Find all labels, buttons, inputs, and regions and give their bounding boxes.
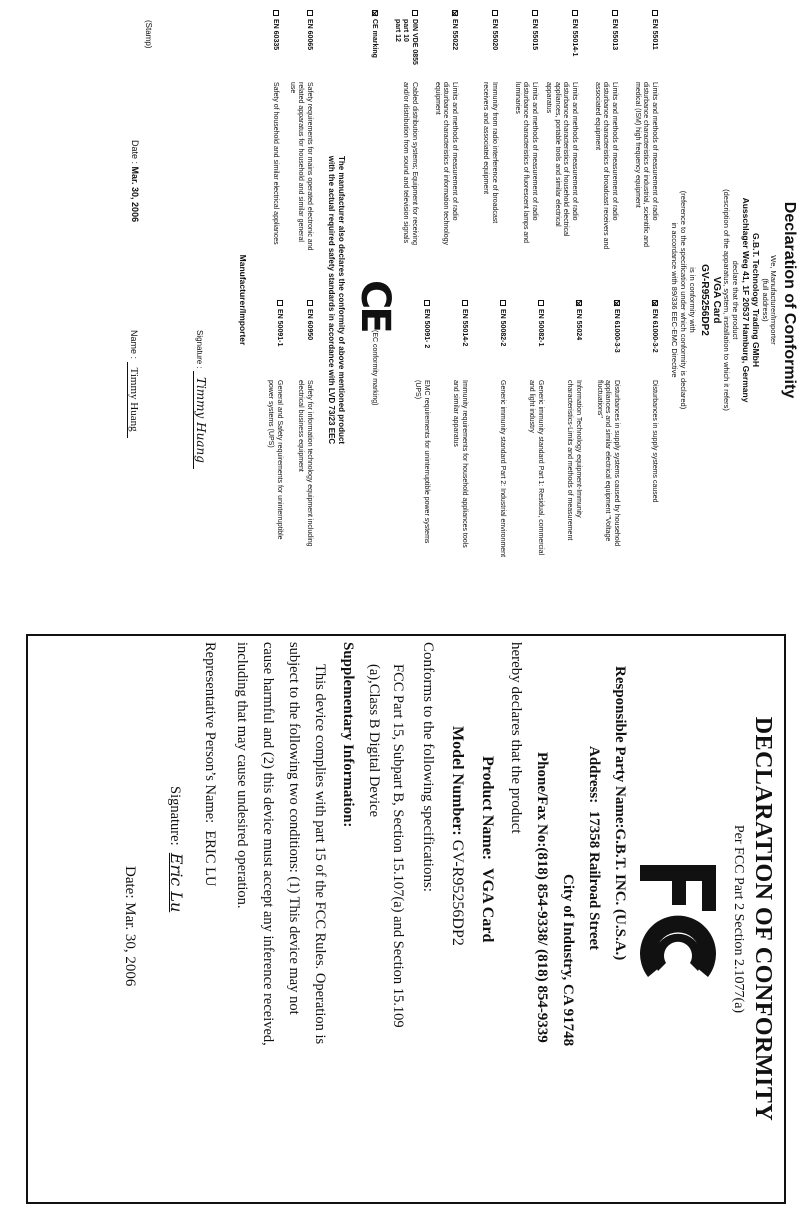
standard-row	[618, 10, 658, 290]
standard-description: Generic immunity standard Part 2: Industrial environment	[499, 380, 506, 558]
standard-row	[279, 10, 313, 290]
standard-description: Safety of household and similar electrical appliances	[272, 82, 279, 245]
standard-row	[458, 10, 498, 290]
checked-box-icon	[576, 300, 582, 306]
checkbox-icon	[307, 10, 313, 16]
checkbox-icon	[424, 300, 430, 306]
eu-name-value: Timmy Huang	[127, 362, 140, 438]
standard-code: EN 61000-3-2	[650, 300, 659, 353]
fcc-rep-line	[201, 642, 218, 886]
checkbox-icon	[492, 10, 498, 16]
eu-date-block	[130, 140, 140, 222]
eu-name-block	[127, 330, 140, 438]
standard-row	[418, 10, 458, 290]
fcc-info-line4: including that may cause undesired operation.	[234, 642, 250, 909]
standard-row	[245, 10, 279, 290]
standard-description: Disturbances in supply systems caused	[651, 380, 658, 503]
eu-model: GV-R95256DP2	[699, 264, 710, 336]
fcc-date-value: Mar. 30, 2006	[122, 902, 138, 987]
eu-declaration-canvas	[0, 0, 808, 600]
checkbox-icon	[307, 300, 313, 306]
ce-logo: CE	[352, 280, 398, 331]
eu-date-value: Mar. 30, 2006	[130, 166, 140, 223]
fcc-conforms: Conforms to the following specifications:	[420, 642, 436, 892]
standard-code: EN 55013	[610, 10, 619, 50]
checkbox-icon	[612, 10, 618, 16]
fcc-spec-line1: FCC Part 15, Subpart B, Section 15.107(a) and Section 15.109	[390, 664, 406, 1028]
fcc-supplementary: Supplementary Information:	[340, 642, 356, 828]
eu-address: Ausschlager Weg 41, 1F 20537 Hamburg, Germany	[741, 197, 751, 403]
fcc-model-label: Model Number:	[449, 726, 466, 836]
fcc-info-line1: This device complies with part 15 of the FCC Rules. Operation is	[312, 664, 328, 1045]
standard-description: Limits and methods of measurement of radio disturbance characteristics of fluorescent lamps and luminaries	[514, 82, 538, 244]
eu-stamp-label: (Stamp)	[144, 20, 153, 49]
fcc-product-label: Product Name:	[479, 756, 496, 861]
ce-marking-row	[366, 10, 378, 210]
fcc-signature-line	[166, 786, 186, 912]
eu-date-label: Date :	[130, 140, 140, 165]
standard-row	[620, 300, 658, 580]
fcc-model-line	[448, 726, 466, 946]
standard-row	[253, 300, 283, 580]
eu-declares-line2: with the actual required safety standards in accordance with LVD 73/23 EEC	[327, 155, 336, 445]
standard-description: EMC requirements for uninterruptible power systems (UPS)	[414, 380, 430, 544]
fcc-model-value: GV-R95256DP2	[449, 839, 466, 946]
standard-code: EN 60950	[305, 300, 314, 340]
eu-full-address-note: (full address)	[761, 278, 770, 322]
standard-code: EN 50082-1	[536, 300, 545, 346]
fcc-logo-icon	[634, 859, 722, 989]
eu-declares-line1: The manufacturer also declares the conformity of above mentioned product	[337, 155, 346, 445]
eu-product: VGA Card	[711, 276, 722, 324]
eu-reference-note: (reference to the specification under which conformity is declared)	[679, 190, 688, 410]
eu-signature-label: Signature :	[195, 330, 204, 369]
fcc-spec-line2: (a),Class B Digital Device	[366, 664, 382, 818]
standard-row	[578, 10, 618, 290]
fcc-declaration-section	[0, 612, 808, 1212]
checked-box-icon	[614, 300, 620, 306]
standard-description: Limits and methods of measurement of radio disturbance characteristics of broadcast receivers and associated equipment	[594, 82, 618, 250]
eu-signature-value: Timmy Huang	[193, 371, 208, 469]
fcc-rp-label: Responsible Party Name:	[612, 666, 628, 829]
eu-we: We, Manufacturer/Importer	[769, 255, 778, 345]
standard-row	[430, 300, 468, 580]
fcc-phone-label: Phone/Fax No:	[534, 752, 550, 848]
fcc-hereby: hereby declares that the product	[508, 642, 524, 834]
fcc-product-value: VGA Card	[479, 868, 496, 943]
checkbox-icon	[532, 10, 538, 16]
standard-description: Immunity requirements for household appliances tools and similar apparatus	[452, 380, 468, 548]
fcc-info-line2: subject to the following two conditions: (1) This device may not	[286, 642, 302, 1015]
checkbox-icon	[500, 300, 506, 306]
eu-directive: in accordance with 89/336 EEC-EMC Directive	[670, 222, 679, 378]
eu-conformity: is in conformity with	[688, 267, 697, 333]
checkbox-icon	[277, 300, 283, 306]
standard-row	[283, 300, 313, 580]
standard-row	[468, 300, 506, 580]
fcc-signature-label: Signature:	[167, 786, 183, 846]
standard-description: Limits and methods of measurement of radio disturbance characteristics of industrial, scientific and medical (ISM) high frequency equipment	[634, 82, 658, 247]
checkbox-icon	[652, 10, 658, 16]
standard-row	[582, 300, 620, 580]
fcc-rep-label: Representative Person’s Name:	[202, 642, 218, 824]
standard-row	[538, 10, 578, 290]
standard-description: Disturbances in supply systems caused by household appliances and similar electrical equipment "Voltage fluctuations"	[596, 380, 620, 547]
fcc-signature-value: Eric Lu	[167, 852, 186, 913]
standard-code: EN 55020	[490, 10, 499, 50]
standard-row	[378, 10, 418, 290]
checked-box-icon	[452, 10, 458, 16]
checkbox-icon	[462, 300, 468, 306]
checked-box-icon	[652, 300, 658, 306]
standard-description: Safety requirements for mains operated electronic and related apparatus for household and similar general use	[289, 82, 313, 251]
standard-code: EN 50091- 2	[422, 300, 431, 348]
ce-marking-label: CE marking	[370, 10, 379, 58]
standard-description: Information Technology equipment-Immunity characteristics-Limits and methods of measurement	[566, 380, 582, 541]
fcc-product-line	[478, 756, 496, 942]
standard-code: EN 50091-1	[275, 300, 284, 346]
fcc-city: City of Industry, CA 91748	[560, 874, 576, 1047]
standard-code: EN 55024	[574, 300, 583, 340]
standard-description: Limits and methods of measurement of radio disturbance characteristics of information technology equipment	[434, 82, 458, 246]
fcc-info-line3: cause harmful and (2) this device must accept any inference received,	[260, 642, 276, 1046]
checkbox-icon	[273, 10, 279, 16]
standard-code: EN 60335	[271, 10, 280, 50]
eu-declare: declare that the product	[731, 260, 740, 340]
checkbox-icon	[572, 10, 578, 16]
eu-company: G.B.T. Technology Trading GMbH	[751, 233, 761, 367]
standard-code: DIN VDE 0855 part 10 part 12	[393, 10, 419, 65]
standard-description: Limits and methods of measurement of radio disturbance characteristics of household electrical appliances, portable tools and similar electrical apparatus	[545, 82, 578, 237]
eu-manufacturer-label: Manufacturer/Importer	[238, 254, 248, 346]
fcc-address-value: 17358 Railroad Street	[586, 810, 602, 951]
fcc-phone-value: (818) 854-9338/ (818) 854-9339	[534, 847, 550, 1043]
standard-description: Generic immunity standard Part 1: Residual, commercial and light industry	[528, 380, 544, 556]
standard-code: EN 55011	[650, 10, 659, 50]
standard-description: Safety for information technology equipment including electrical business equipment	[297, 380, 313, 547]
standard-description: General and Safety requirements for uninterruptible power systems (UPS)	[267, 380, 283, 540]
fcc-address-line	[585, 746, 602, 950]
standard-description: Cabled distribution systems; Equipment for receiving and/or distribution from sound and television signals	[402, 82, 418, 246]
fcc-rp-value: G.B.T. INC. (U.S.A.)	[612, 828, 628, 961]
eu-name-label: Name :	[129, 330, 139, 360]
standard-code: EN 61000-3-3	[612, 300, 621, 353]
standard-row	[498, 10, 538, 290]
standard-code: EN 55015	[530, 10, 539, 50]
standard-code: EN 60065	[305, 10, 314, 50]
ec-marking-note: (EC conformity marking)	[371, 330, 378, 406]
fcc-rep-value: ERIC LU	[202, 830, 218, 887]
fcc-subtitle: Per FCC Part 2 Section 2.1077(a)	[731, 824, 746, 1014]
eu-signature-block	[193, 330, 208, 469]
fcc-declaration-canvas	[24, 636, 780, 1202]
fcc-date-label: Date:	[122, 866, 138, 899]
checkbox-icon	[412, 10, 418, 16]
fcc-date-line	[121, 866, 138, 986]
checkbox-icon	[372, 10, 378, 16]
standard-description: Immunity from radio interference of broadcast receivers and associated equipment	[482, 82, 498, 224]
standard-code: EN 55014-2	[460, 300, 469, 346]
standard-code: EN 55022	[450, 10, 459, 50]
standard-row	[392, 300, 430, 580]
eu-title: Declaration of Conformity	[781, 201, 798, 399]
checkbox-icon	[538, 300, 544, 306]
standard-code: EN 55014-1	[570, 10, 579, 56]
fcc-phone-line	[533, 752, 550, 1043]
standard-code: EN 50082-2	[498, 300, 507, 346]
fcc-rp-line	[611, 666, 628, 960]
standard-row	[506, 300, 544, 580]
fcc-frame	[26, 634, 786, 1204]
fcc-address-label: Address:	[586, 746, 602, 804]
eu-description-note: (description of the apparatus, system, installation to which it refers)	[722, 189, 731, 411]
fcc-title: DECLARATION OF CONFORMITY	[750, 716, 776, 1122]
standard-row	[544, 300, 582, 580]
